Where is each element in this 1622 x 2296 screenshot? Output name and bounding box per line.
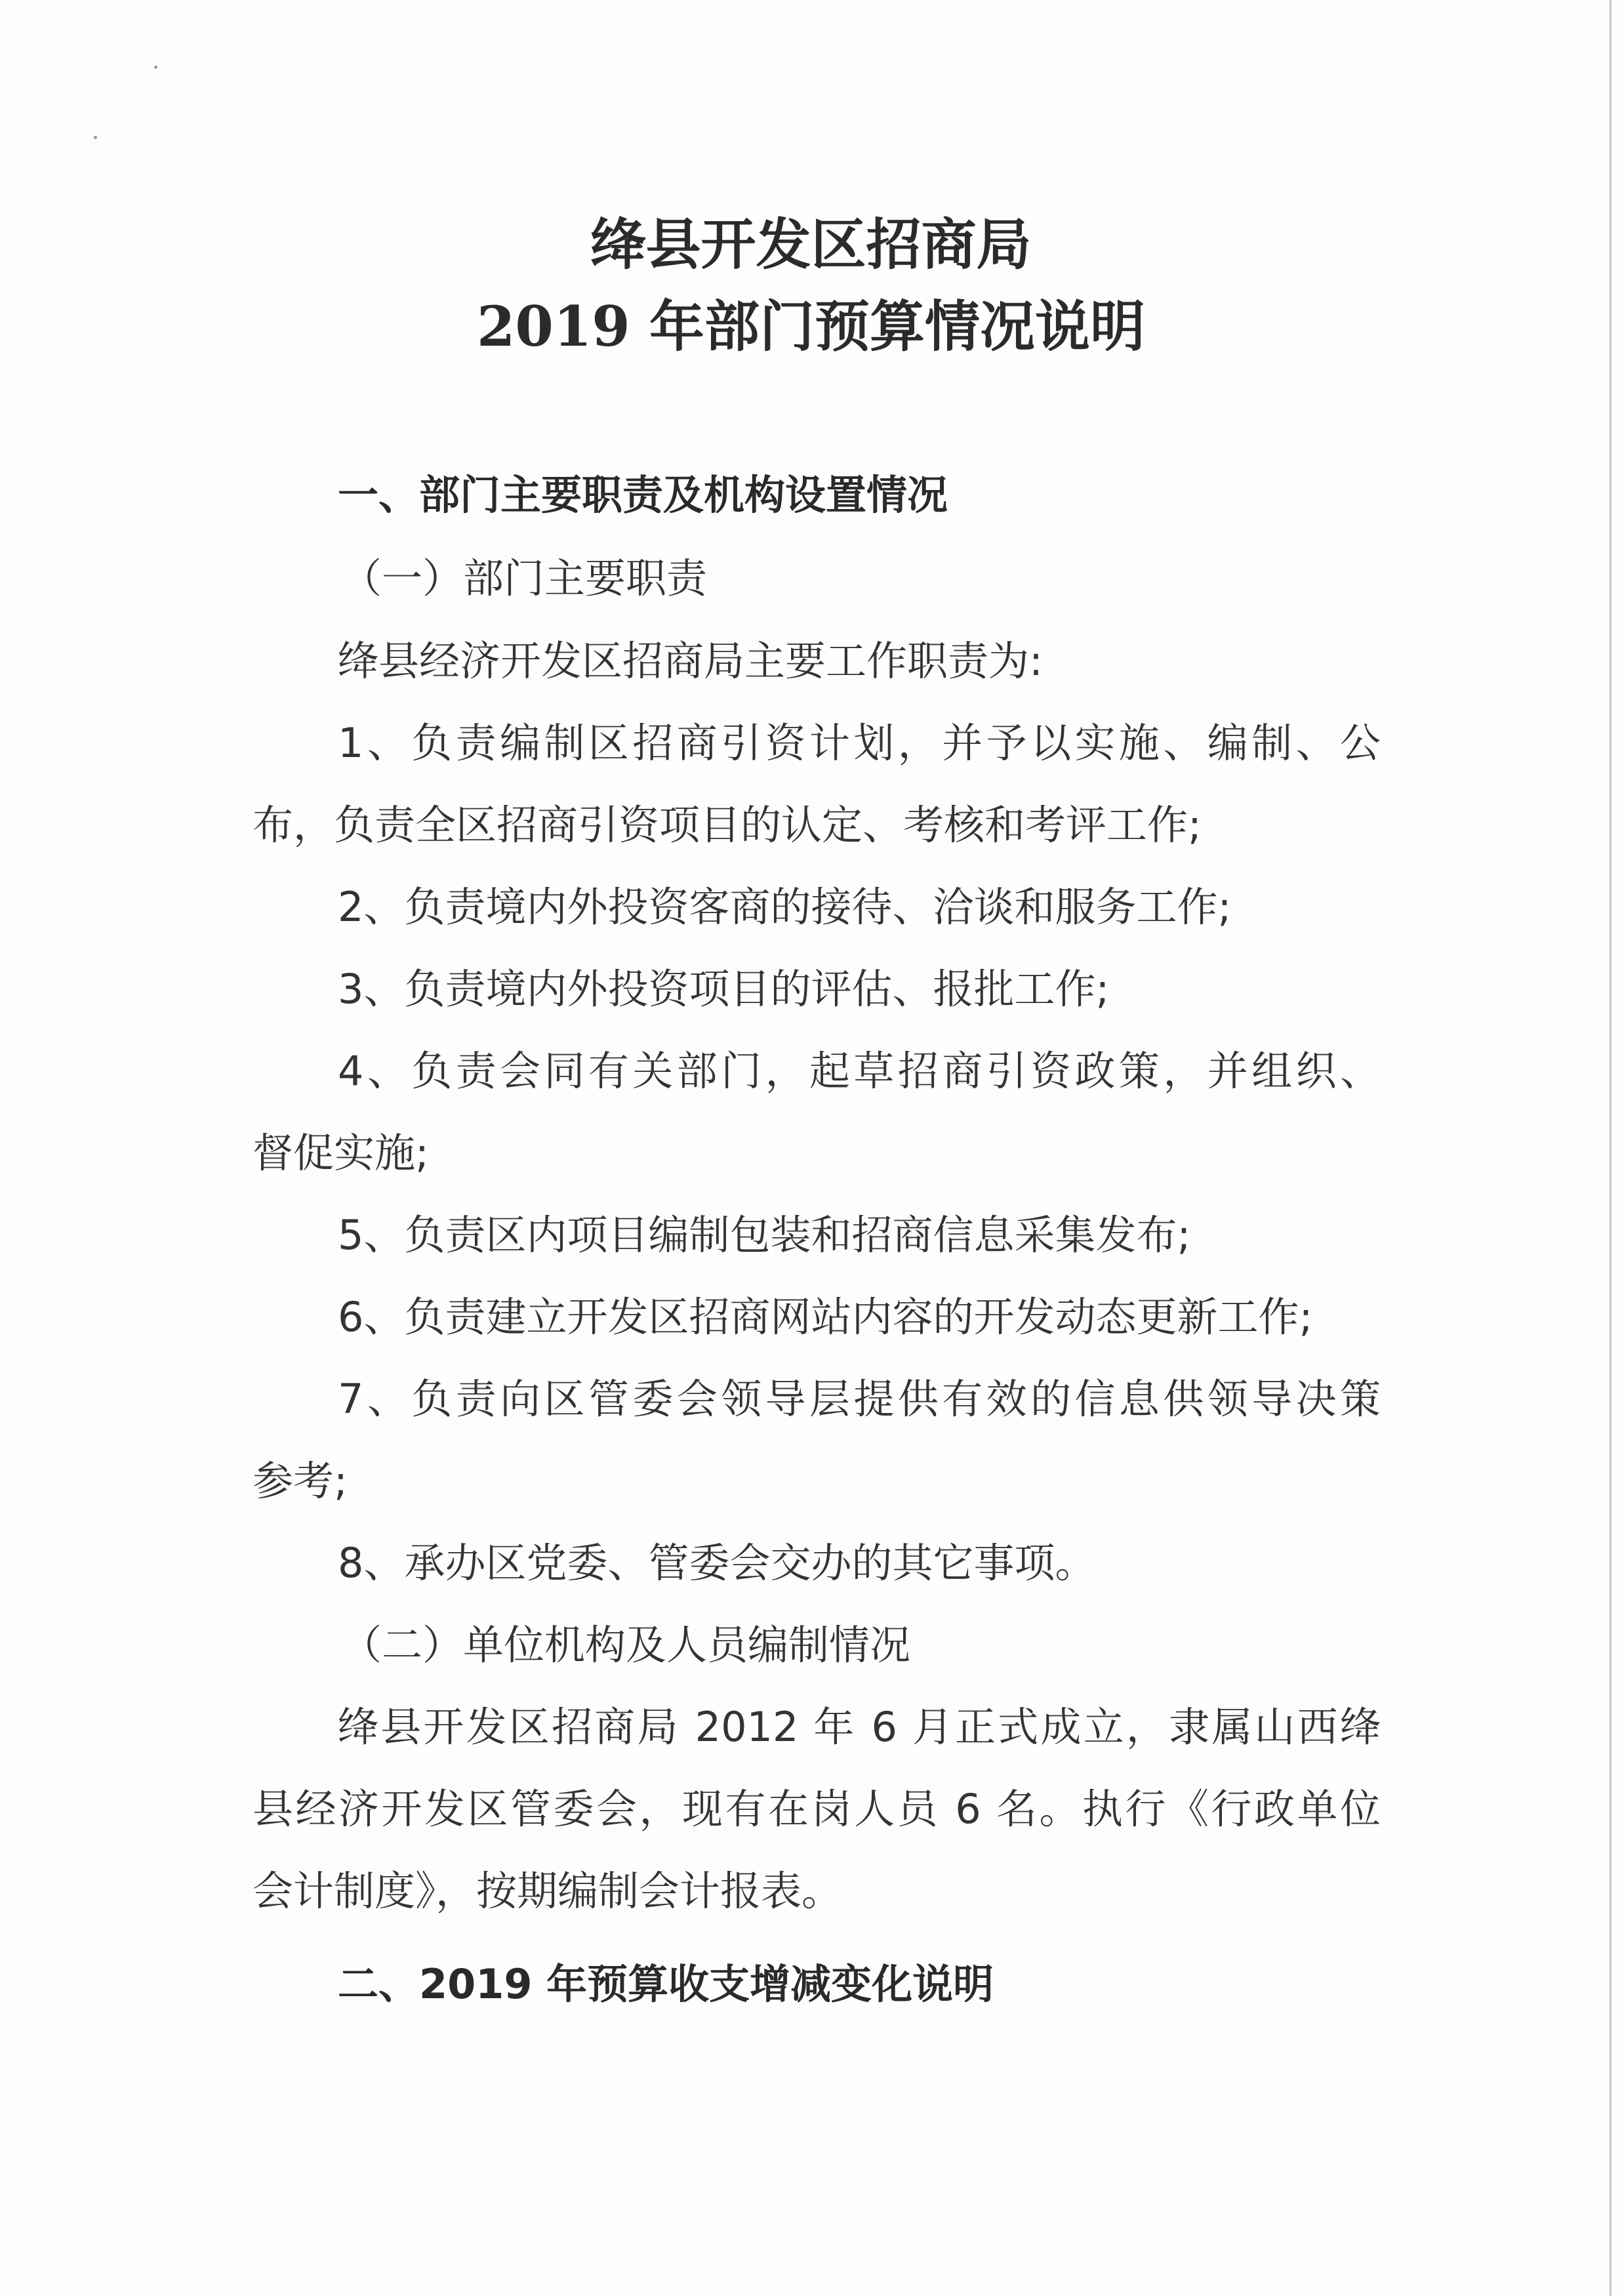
scan-speck xyxy=(154,66,157,69)
org-paragraph-line-1: 绛县开发区招商局 2012 年 6 月正式成立，隶属山西绛 xyxy=(338,1703,1381,1751)
duty-2: 2、负责境内外投资客商的接待、洽谈和服务工作; xyxy=(338,883,1232,931)
org-paragraph-line-3: 会计制度》，按期编制会计报表。 xyxy=(253,1867,843,1915)
duty-6: 6、负责建立开发区招商网站内容的开发动态更新工作; xyxy=(338,1293,1313,1341)
duty-7-line-2: 参考; xyxy=(253,1457,348,1505)
duty-8: 8、承办区党委、管委会交办的其它事项。 xyxy=(338,1539,1096,1587)
duty-4-line-1: 4、负责会同有关部门，起草招商引资政策，并组织、 xyxy=(338,1047,1381,1095)
org-paragraph-line-2: 县经济开发区管委会，现有在岗人员 6 名。执行《行政单位 xyxy=(253,1785,1381,1833)
scan-speck xyxy=(94,136,97,139)
subsection-1-heading: （一）部门主要职责 xyxy=(341,554,708,602)
document-title-line-1: 绛县开发区招商局 xyxy=(590,212,1032,277)
subsection-2-heading: （二）单位机构及人员编制情况 xyxy=(341,1621,911,1669)
duty-5: 5、负责区内项目编制包装和招商信息采集发布; xyxy=(338,1211,1191,1259)
duty-4-line-2: 督促实施; xyxy=(253,1129,429,1177)
duty-3: 3、负责境内外投资项目的评估、报批工作; xyxy=(338,965,1110,1013)
section-1-heading: 一、部门主要职责及机构设置情况 xyxy=(338,471,948,519)
duties-intro: 绛县经济开发区招商局主要工作职责为: xyxy=(338,637,1043,685)
document-title-line-2: 2019 年部门预算情况说明 xyxy=(476,294,1146,359)
section-2-heading: 二、2019 年预算收支增减变化说明 xyxy=(338,1960,994,2008)
duty-1-line-1: 1、负责编制区招商引资计划，并予以实施、编制、公 xyxy=(338,719,1381,767)
duty-1-line-2: 布，负责全区招商引资项目的认定、考核和考评工作; xyxy=(253,801,1202,849)
duty-7-line-1: 7、负责向区管委会领导层提供有效的信息供领导决策 xyxy=(338,1375,1381,1423)
